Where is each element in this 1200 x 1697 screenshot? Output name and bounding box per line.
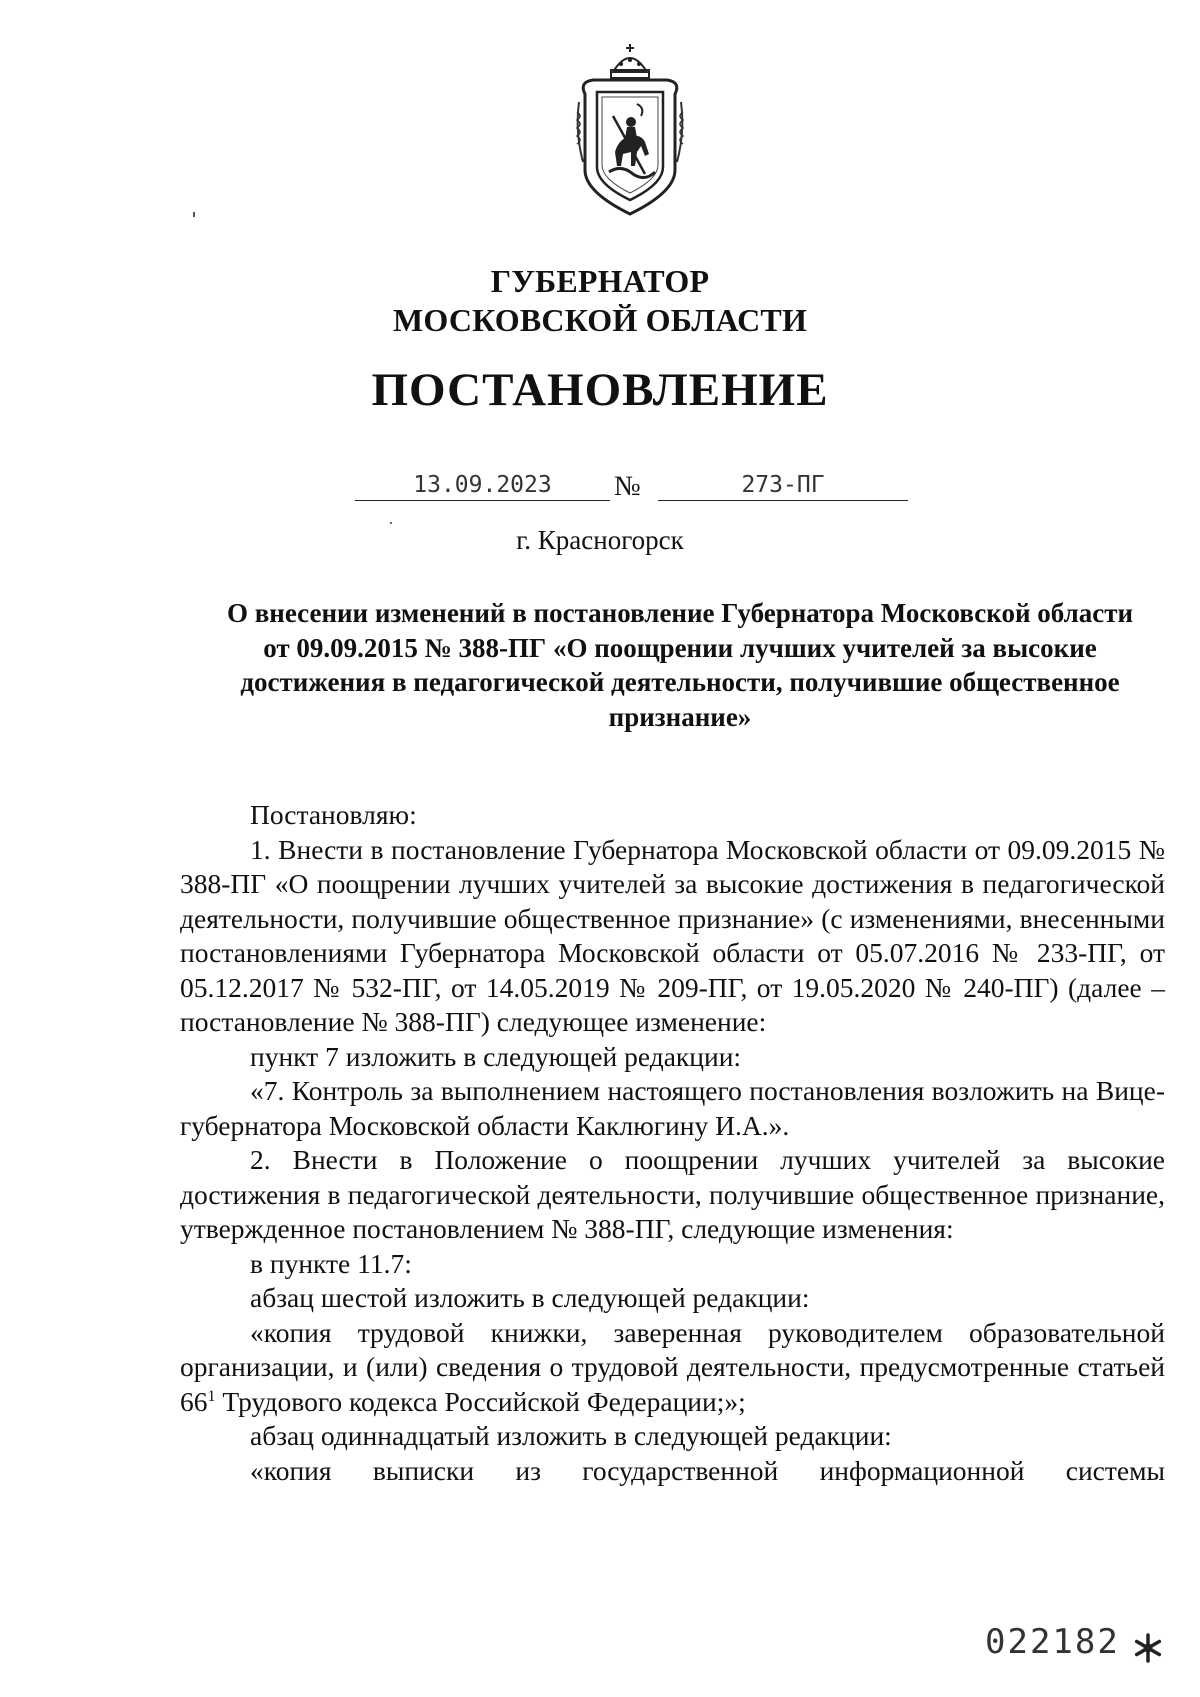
document-date: 13.09.2023 xyxy=(355,470,610,501)
document-type: ПОСТАНОВЛЕНИЕ xyxy=(371,364,829,416)
authority-line-1: ГУБЕРНАТОР xyxy=(490,263,710,299)
body-paragraph: Постановляю: xyxy=(250,799,417,830)
document-subject xyxy=(185,596,1175,734)
superscript: 1 xyxy=(207,1387,216,1405)
body-paragraph: 2. Внести в Положение о поощрении лучших учителей за высокие достижения в педагогической деятельности, получившие общественное признание, утвержденное постановлением № 388-ПГ, следующие изменения: xyxy=(180,1144,1165,1244)
document-city: г. Красногорск xyxy=(516,525,684,555)
document-body xyxy=(180,798,1165,1488)
subject-line-1: О внесении изменений в постановление Губернатора Московской области xyxy=(226,598,1134,628)
coat-of-arms-emblem xyxy=(575,42,685,217)
body-paragraph: в пункте 11.7: xyxy=(250,1247,412,1279)
body-text-span: «копия трудовой книжки, заверенная руководителем образовательной организации, и (или) сведения о трудовой деятельности, предусмотренные статьей 66 xyxy=(180,1316,1165,1417)
number-sign: № xyxy=(614,471,641,502)
form-serial-number: 022182 xyxy=(985,1622,1120,1662)
subject-line-4: признание» xyxy=(608,701,752,732)
authority-line-2: МОСКОВСКОЙ ОБЛАСТИ xyxy=(392,302,808,338)
body-paragraph: «копия выписки из государственной информационной системы xyxy=(250,1454,1165,1486)
body-paragraph: «7. Контроль за выполнением настоящего постановления возложить на Вице-губернатора Московской области Каклюгину И.А.». xyxy=(180,1075,1165,1141)
body-paragraph: абзац одиннадцатый изложить в следующей редакции: xyxy=(250,1420,892,1451)
asterisk-icon xyxy=(1130,1630,1166,1666)
body-paragraph: абзац шестой изложить в следующей редакции: xyxy=(250,1282,810,1313)
subject-line-2: от 09.09.2015 № 388-ПГ «О поощрении лучших учителей за высокие xyxy=(263,632,1097,663)
subject-line-3: достижения в педагогической деятельности, получившие общественное xyxy=(240,667,1120,697)
document-number: 273-ПГ xyxy=(658,470,908,501)
body-paragraph xyxy=(180,1316,1165,1420)
body-paragraph: 1. Внести в постановление Губернатора Московской области от 09.09.2015 № 388-ПГ «О поощрении лучших учителей за высокие достижения в педагогической деятельности, получившие общественное признание» (с изменениями, внесенными постановлениями Губернатора Московской области от 05.07.2016 № 233-ПГ, от 05.12.2017 № 532-ПГ, от 14.05.2019 № 209-ПГ, от 19.05.2020 № 240-ПГ) (далее – постановление № 388-ПГ) следующее изменение: xyxy=(180,833,1165,1037)
scan-artifact xyxy=(193,212,195,217)
body-paragraph: пункт 7 изложить в следующей редакции: xyxy=(250,1040,742,1072)
body-text-span: Трудового кодекса Российской Федерации;»; xyxy=(215,1385,746,1417)
issuing-authority xyxy=(0,262,1200,340)
